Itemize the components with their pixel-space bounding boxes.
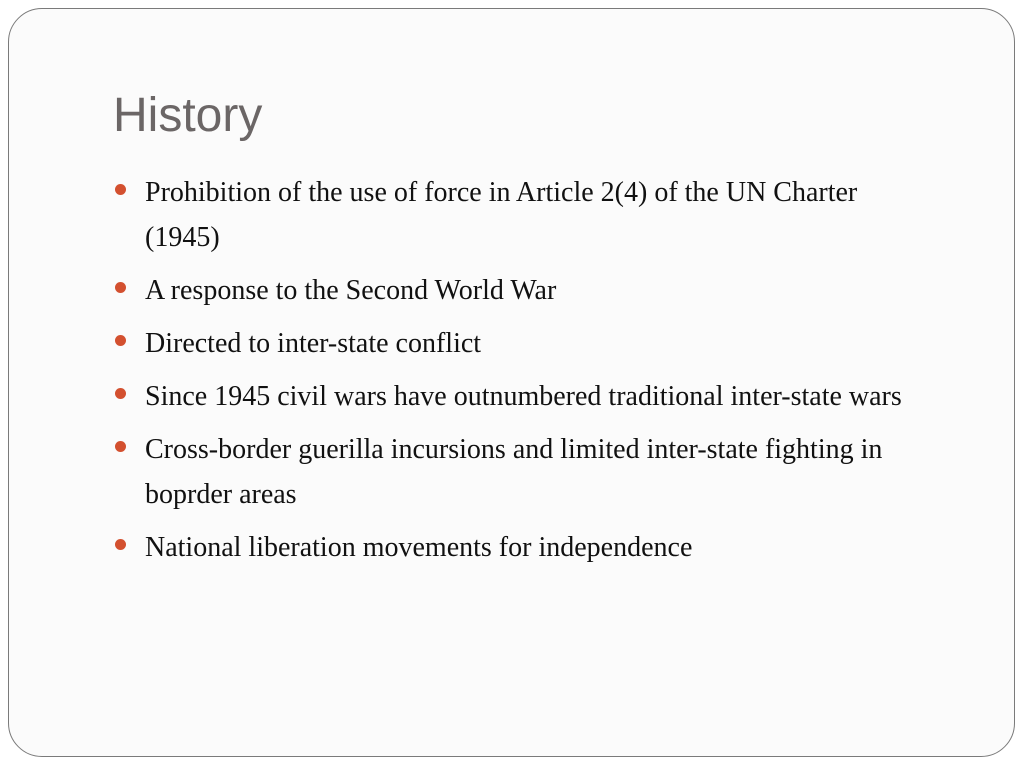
bullet-dot-icon	[115, 539, 126, 550]
bullet-text: A response to the Second World War	[145, 275, 557, 306]
bullet-dot-icon	[115, 335, 126, 346]
bullet-item	[115, 321, 935, 366]
bullet-item	[115, 427, 935, 517]
bullet-item	[115, 374, 935, 419]
bullet-text: National liberation movements for independence	[145, 532, 693, 563]
slide-title: History	[113, 89, 263, 142]
bullet-item	[115, 170, 935, 260]
bullet-dot-icon	[115, 282, 126, 293]
bullet-text: Directed to inter-state conflict	[145, 328, 482, 359]
bullet-text: Prohibition of the use of force in Article 2(4) of the UN Charter (1945)	[145, 177, 858, 253]
bullet-dot-icon	[115, 388, 126, 399]
bullet-item	[115, 525, 935, 570]
bullet-item	[115, 268, 935, 313]
bullet-dot-icon	[115, 441, 126, 452]
bullet-text: Cross-border guerilla incursions and limited inter-state fighting in boprder areas	[145, 434, 883, 510]
bullet-text: Since 1945 civil wars have outnumbered traditional inter-state wars	[145, 381, 902, 412]
bullet-dot-icon	[115, 184, 126, 195]
bullet-list	[115, 170, 935, 578]
